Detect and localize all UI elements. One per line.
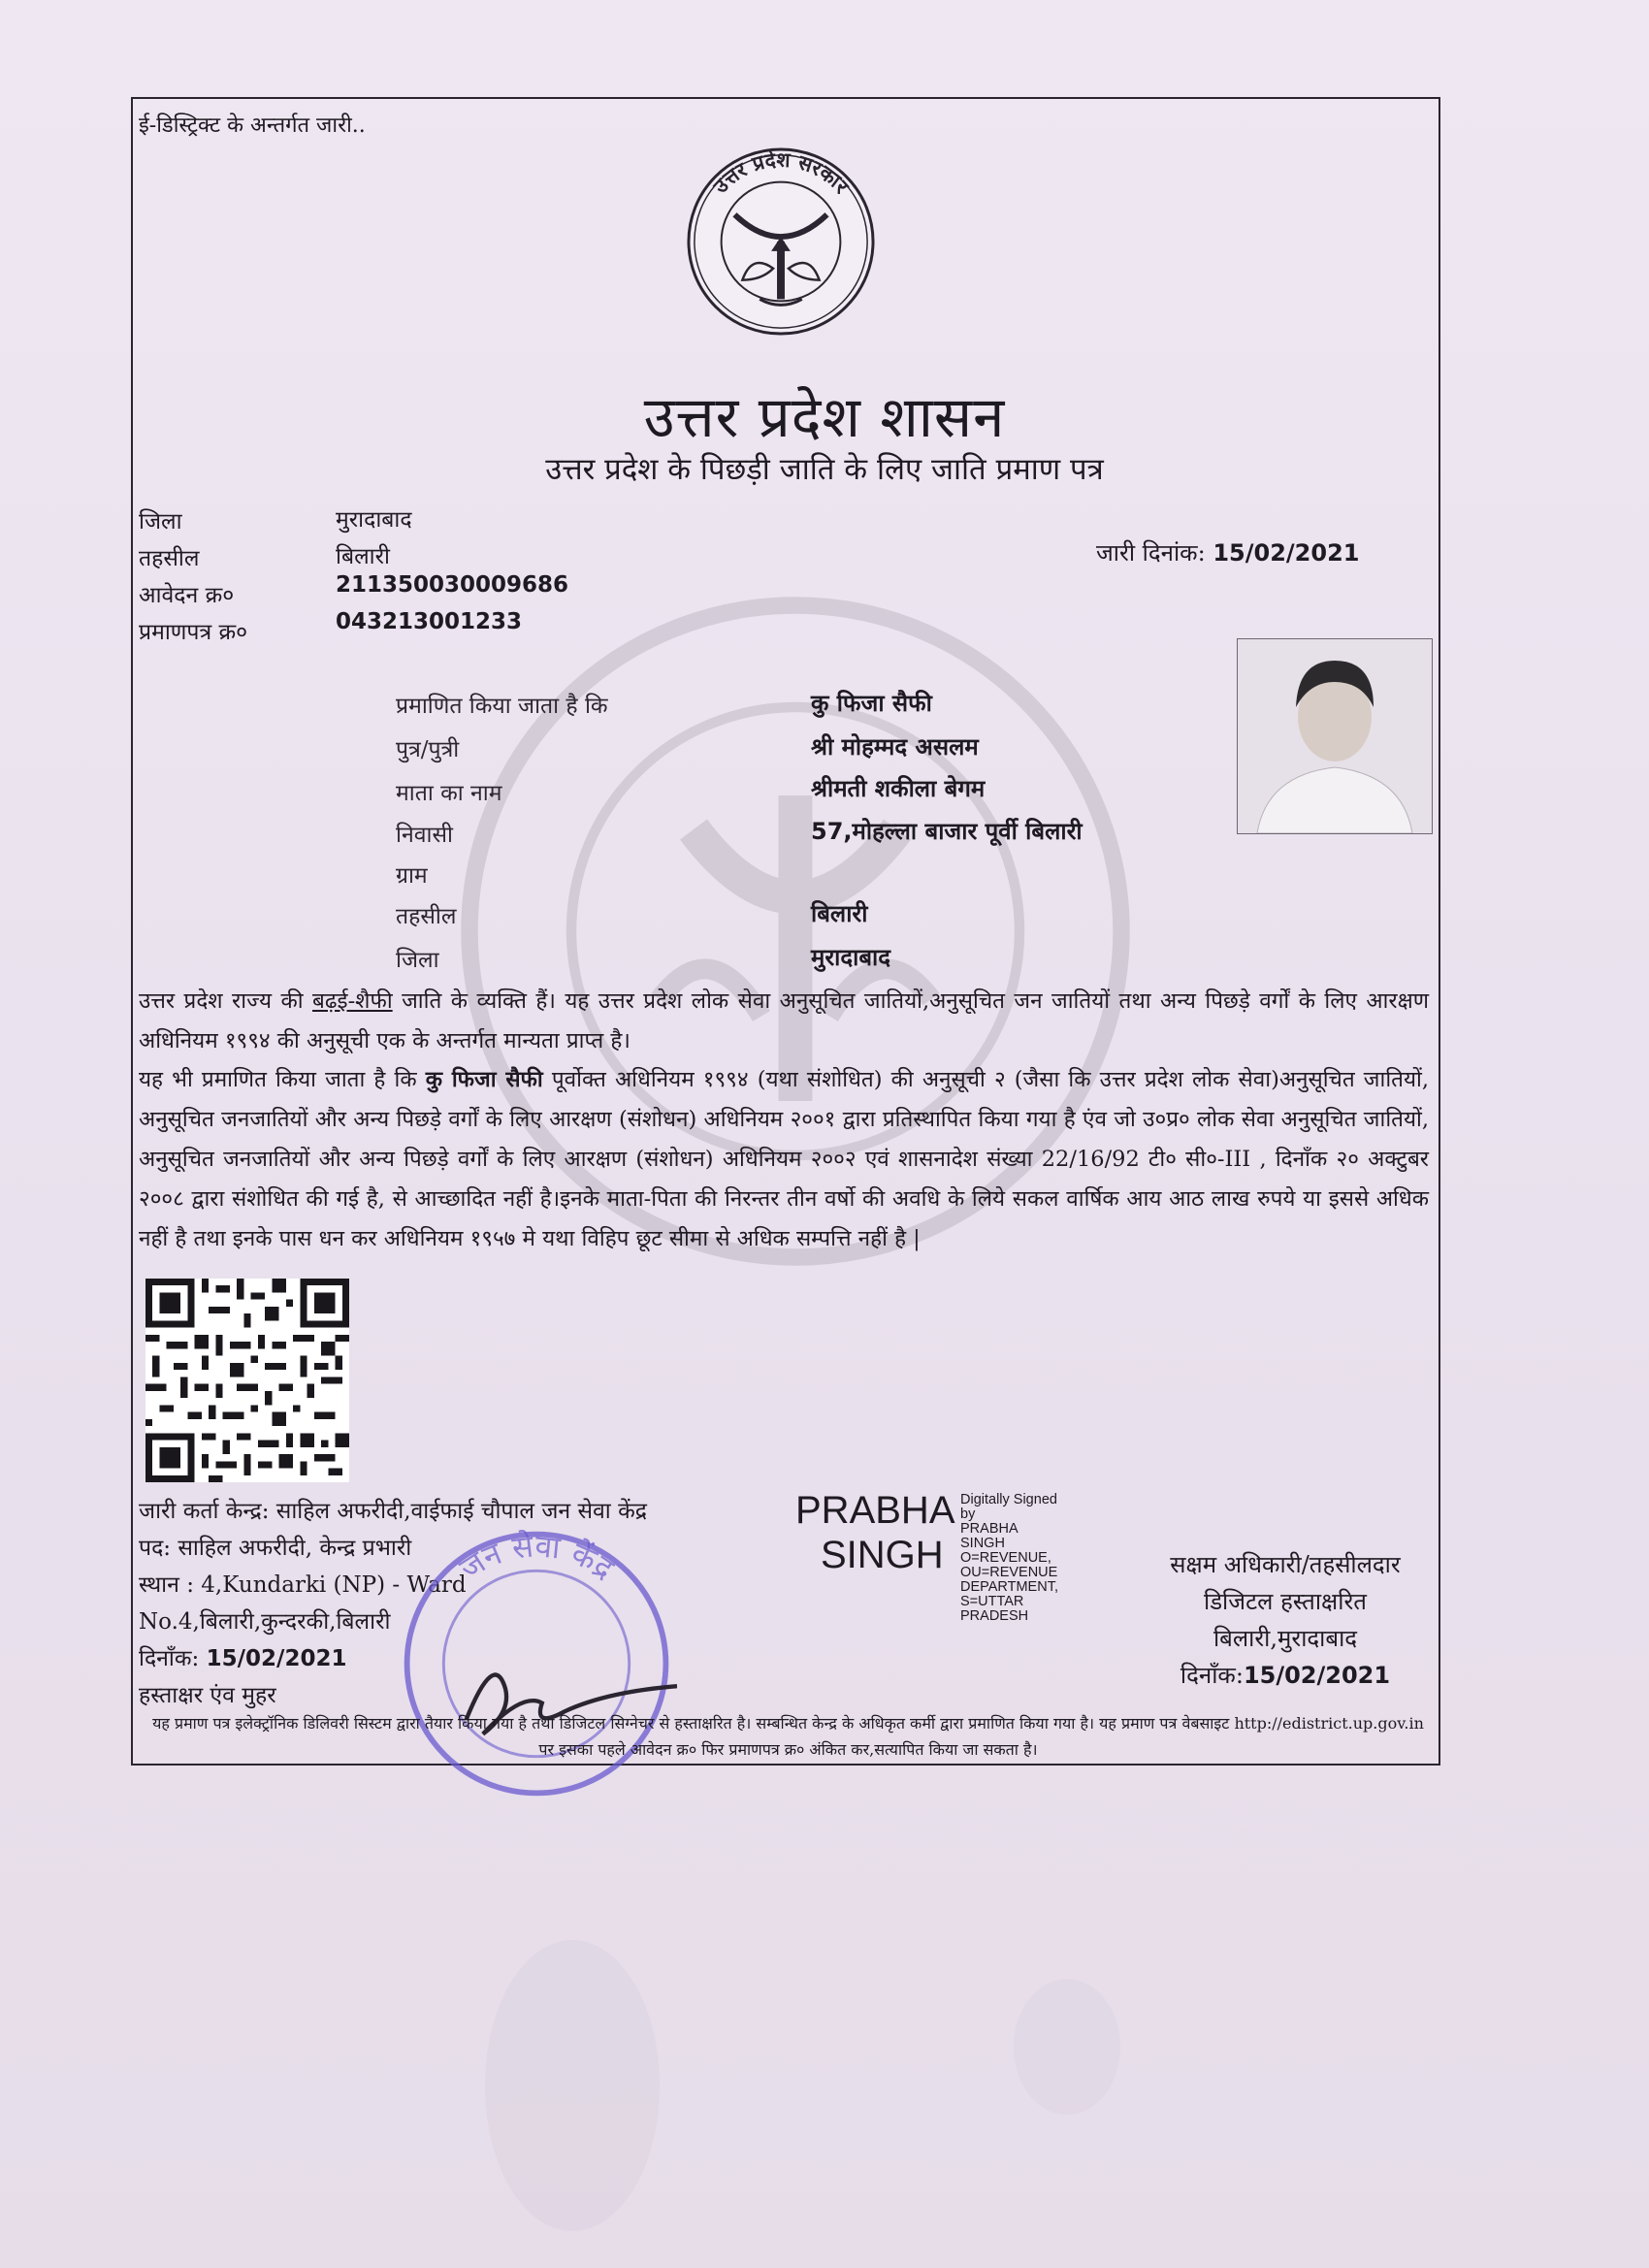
up-government-emblem-icon: [685, 146, 877, 338]
authority-digitally-signed: डिजिटल हस्ताक्षरित: [1204, 1588, 1367, 1615]
authority-location: बिलारी,मुरादाबाद: [1212, 1625, 1358, 1652]
para1-text-b: जाति के व्यक्ति हैं। यह उत्तर प्रदेश लोक सेवा अनुसूचित जातियों,अनुसूचित जन जातियों तथा अन्य पिछड़े वर्गों के लिए आरक्षण अधिनियम १९९४ की अनुसूची एक के अन्तर्गत मान्यता प्राप्त है।: [139, 988, 1430, 1053]
applicant-photo-icon: [1238, 639, 1432, 833]
issuer-date: [139, 1641, 346, 1672]
signature-meta-line: S=UTTAR PRADESH: [960, 1594, 1029, 1624]
field-label-certified: प्रमाणित किया जाता है कि: [396, 694, 608, 719]
field-label-village: ग्राम: [396, 863, 428, 889]
certificate-paragraph-2: [139, 1060, 1429, 1259]
field-value-name: कु फिजा सैफी: [811, 690, 932, 717]
para2-text-b: पूर्वोक्त अधिनियम १९९४ (यथा संशोधित) की अनुसूची २ (जैसा कि उत्तर प्रदेश लोक सेवा)अनुसूचित जातियों, अनुसूचित जनजातियों और अन्य पिछड़े वर्गों के लिए आरक्षण (संशोधन) अधिनियम २००१ द्वारा प्रतिस्थापित किया गया है एंव जो उ०प्र० लोक सेवा अनुसूचित जातियों, अनुसूचित जनजातियों और अन्य पिछड़े वर्गों के लिए आरक्षण (संशोधन) अधिनियम २००२ एवं शासनादेश संख्या 22/16/92 टी० सी०-III , दिनाँक २० अक्टुबर २००८ द्वारा संशोधित की गई है, से आच्छादित नहीं है।इनके माता-पिता की निरन्तर तीन वर्षो की अवधि के लिये सकल वार्षिक आय आठ लाख रुपये या इससे अधिक नहीं है तथा इनके पास धन कर अधिनियम १९५७ मे यथा विहिप छूट सीमा से अधिक सम्पत्ति नहीं है |: [139, 1067, 1430, 1251]
field-value-father: श्री मोहम्मद असलम: [811, 733, 979, 761]
issue-date: [1096, 536, 1359, 568]
field-label-son-daughter: पुत्र/पुत्री: [396, 737, 460, 762]
certificate-paragraph-1: [139, 982, 1429, 1061]
field-label-mother: माता का नाम: [396, 781, 502, 806]
signer-last-name: SINGH: [821, 1534, 944, 1576]
issuer-date-label: दिनाँक:: [139, 1646, 200, 1671]
applicant-photo: [1237, 638, 1433, 834]
issuer-date-value: 15/02/2021: [206, 1646, 347, 1671]
meta-value-district: मुरादाबाद: [336, 507, 412, 533]
meta-label-tehsil: तहसील: [139, 546, 200, 571]
meta-label-district: जिला: [139, 509, 182, 535]
authority-date: [1135, 1659, 1436, 1691]
stamp-text: जन सेवा केंद्र: [452, 1527, 621, 1587]
meta-value-certificate-no: 043213001233: [336, 609, 523, 634]
paper-smudge-icon: [456, 1921, 708, 2241]
government-title: उत्तर प्रदेश शासन: [643, 384, 1006, 450]
issuing-center: जारी कर्ता केन्द्र: साहिल अफरीदी,वाईफाई चौपाल जन सेवा केंद्र: [139, 1499, 647, 1524]
field-label-tehsil: तहसील: [396, 904, 457, 929]
meta-label-certificate-no: प्रमाणपत्र क्र०: [139, 620, 248, 645]
certificate-title: उत्तर प्रदेश के पिछड़ी जाति के लिए जाति प्रमाण पत्र: [545, 452, 1104, 487]
signature-meta-line: PRABHA SINGH: [960, 1521, 1018, 1551]
para1-text-a: उत्तर प्रदेश राज्य की: [139, 988, 313, 1014]
field-value-district: मुरादाबाद: [811, 944, 891, 971]
issuer-place-line-2: No.4,बिलारी,कुन्दरकी,बिलारी: [139, 1609, 391, 1635]
authority-date-label: दिनाँक:: [1180, 1662, 1244, 1689]
authority-date-value: 15/02/2021: [1243, 1662, 1391, 1689]
para2-candidate-name: कु फिजा सैफी: [425, 1067, 543, 1092]
field-value-address: 57,मोहल्ला बाजार पूर्वी बिलारी: [811, 818, 1083, 845]
meta-label-application-no: आवेदन क्र०: [139, 583, 235, 608]
paper-smudge-icon: [999, 1969, 1135, 2124]
signature-meta-line: OU=REVENUE: [960, 1565, 1058, 1580]
caste-name: बढ़ई-शैफी: [312, 988, 393, 1014]
signature-meta-line: O=REVENUE,: [960, 1550, 1051, 1566]
field-value-mother: श्रीमती शकीला बेगम: [811, 775, 986, 802]
signature-details: [960, 1493, 1058, 1624]
para2-text-a: यह भी प्रमाणित किया जाता है कि: [139, 1067, 426, 1092]
emblem-text: उत्तर प्रदेश सरकार: [708, 147, 854, 199]
certificate-disclaimer: यह प्रमाण पत्र इलेक्ट्रॉनिक डिलिवरी सिस्टम द्वारा तैयार किया गया है तथा डिजिटल सिग्नेचर से हस्ताक्षरित है। सम्बन्धित केन्द्र के अधिकृत कर्मी द्वारा प्रमाणित किया गया है। यह प्रमाण पत्र वेबसाइट http://edistrict.up.gov.in पर इसका पहले आवेदन क्र० फिर प्रमाणपत्र क्र० अंकित कर,सत्यापित किया जा सकता है।: [152, 1714, 1424, 1759]
signature-meta-line: DEPARTMENT,: [960, 1579, 1058, 1595]
meta-value-tehsil: बिलारी: [336, 544, 391, 569]
field-label-resident: निवासी: [396, 823, 453, 848]
signature-and-seal-label: हस्ताक्षर एंव मुहर: [139, 1683, 276, 1708]
meta-value-application-no: 211350030009686: [336, 572, 569, 598]
verification-qr-code-icon: [146, 1279, 349, 1482]
issue-date-label: जारी दिनांक:: [1096, 539, 1206, 567]
authority-designation: सक्षम अधिकारी/तहसीलदार: [1170, 1551, 1401, 1578]
field-value-tehsil: बिलारी: [811, 900, 868, 927]
signature-meta-line: Digitally Signed by: [960, 1492, 1057, 1522]
issuer-place-line-1: स्थान : 4,Kundarki (NP) - Ward: [139, 1572, 467, 1598]
field-label-district: जिला: [396, 948, 439, 973]
issue-date-value: 15/02/2021: [1212, 539, 1360, 567]
issued-under-note: ई-डिस्ट्रिक्ट के अन्तर्गत जारी..: [139, 113, 366, 138]
signer-first-name: PRABHA: [795, 1489, 955, 1532]
issuer-post: पद: साहिल अफरीदी, केन्द्र प्रभारी: [139, 1536, 412, 1561]
